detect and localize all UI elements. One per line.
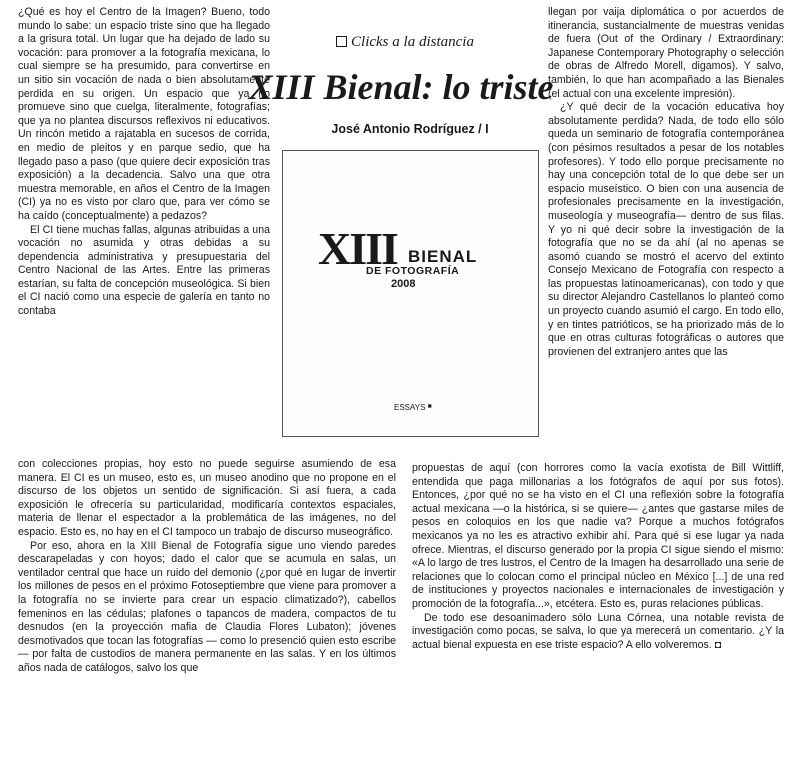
- article-title: XIII Bienal: lo triste: [248, 67, 554, 107]
- byline: José Antonio Rodríguez / I: [331, 122, 489, 136]
- paragraph: ¿Qué es hoy el Centro de la Imagen? Bueno, todo mundo lo sabe: un espacio triste sino que ha llegado a la grisura total. Un lugar que ha dejado de lado su vocación: para promover a la fotografía mexicana, lo cual siempre se ha presumido, para convertirse en un sitio sin vocación de nada o bien absolutamente perdida en su origen. Un espacio que ya no promueve sino que cuelga, literalmente, fotografías; que ya no plantea discursos reflexivos ni educativos. Un rincón metido a rajatabla en sucesos de corrida, en medio de pleitos y en parque sedio, que ha llegado paso a paso (que quiere decir exposición tras exposición) a la decadencia. Salvo una que otra muestra memorable, en años el Centro de la Imagen (CI) ya no es visto por claro que, para ver cómo se ha caído (conceptualmente) a pedazos?: [18, 6, 270, 222]
- column-bottom-right: [412, 462, 784, 758]
- paragraph: De todo ese desoanimadero sólo Luna Córnea, una notable revista de investigación como pocas, se salva, lo que ya merecerá un comentario. ¿Y la actual bienal expuesta en ese triste espacio? A ello volveremos. ◘: [412, 611, 784, 651]
- logo-mark: [394, 398, 432, 413]
- logo-mark-icon: ▪: [427, 398, 433, 413]
- paragraph: ¿Y qué decir de la vocación educativa hoy absolutamente perdida? Nada, de todo ello sólo queda un seminario de fotografía contemporánea (con pésimos resultados a pesar de los notables profesores). Y todo ello porque precisamente no hay una concepción total de lo que debe ser un espacio museístico. O bien con una ausencia de profesionales precisamente en la investigación, museología y museografía— dentro de sus filas. Y yo ni qué decir sobre la investigación de la fotografía que no se da ahí (al no apenas se asomó cuando se mostró el acervo del extinto Consejo Mexicano de Fotografía con respecto a las propuestas latinoamericanas), con todo y que su director Alejandro Castellanos lo planteó como un proyecto cuando asumió el cargo. En todo ello, y en tintes patrióticos, se ha priorizado más de lo que en otras culturas fotográficas o autores que provienen del extranjero antes que las: [548, 101, 784, 358]
- paragraph: llegan por vaija diplomática o por acuerdos de itinerancia, sustancialmente de muestras venidas de fuera (Out of the Ordinary / Extraordinary: Japanese Contemporary Photography o selección de obras de Alfredo Morell, digamos). Y salvo, también, lo que han acompañado a las Bienales (el actual con una excelente impresión).: [548, 6, 784, 100]
- logo-word: BIENAL: [408, 247, 478, 266]
- paragraph: propuestas de aquí (con horrores como la vacía exotista de Bill Wittliff, entendida que paga millonarias a los fotógrafos de aquí por sus fotos). Entonces, ¿por qué no se ha visto en el CI una reflexión sobre la fotografía actual mexicana —o la histórica, si se quiere— ¿antes que gastarse miles de pesos en coloquios en los que nadie va? Porque a muchos fotógrafos mexicanos ya no les es atractivo exhibir ahí. Para qué si ese lugar ya nada ofrece. Mientras, el discurso generado por la propia CI sigue siendo el mismo: «A lo largo de tres lustros, el Centro de la Imagen ha desarrollado una serie de relaciones que lo colocan como el principal núcleo en México [...] de una red de instituciones y proyectos nacionales e internacionales de investigación y promoción de la fotografía...», etcétera. Esto es, puras relaciones públicas.: [412, 462, 784, 610]
- column-bottom-left: [18, 458, 396, 758]
- paragraph: con colecciones propias, hoy esto no puede seguirse asumiendo de esa manera. El CI es un museo, esto es, un museo anodino que no propone en el discurso de los objetos un sentido de significación. Si así fuera, a cada exposición le ofrecería su particularidad, modificaría contextos espaciales, materia de llenar el espectador a la problemática de las imágenes, no del espacio. Esto es, no hay en el CI tampoco un trabajo de discurso museográfico.: [18, 458, 396, 538]
- section-label: [300, 34, 510, 51]
- logo-numeral: XIII: [318, 223, 397, 274]
- section-text: Clicks a la distancia: [351, 34, 474, 50]
- bienal-logo-image: [282, 150, 539, 437]
- logo-mark-text: ESSAYS: [394, 403, 426, 412]
- paragraph: Por eso, ahora en la XIII Bienal de Fotografía sigue uno viendo paredes descarapeladas y con hoyos; dado el calor que se acumula en salas, un ventilador central que hace un ruido del demonio (¿por qué en lugar de invertir los millones de pesos en el próximo Fotoseptiembre que viene para promover a la fotografía no se invierte para crear un espacio climatizado?), cabellos femeninos en las cédulas; plafones o tapancos de madera, compactos de tu desnudos (en la proyección mafia de Claudia Flores Lubaton); jóvenes desmotivados que tocan las fotografías — como lo presenció quien esto escribe — por falta de custodios de manera permanente en las salas. Y en los últimos años nada de catálogos, salvo los que: [18, 539, 396, 674]
- paragraph: El CI tiene muchas fallas, algunas atribuidas a una vocación no asumida y otras debidas a su dependencia administrativa y presupuestaria del Centro Nacional de las Artes. Entre las primeras estarían, su falta de concepción museológica. Si bien el CI nació como una especie de galería en tanto no contaba: [18, 223, 270, 318]
- logo-subtitle: DE FOTOGRAFÍA: [366, 265, 460, 277]
- column-right: [548, 6, 784, 458]
- square-bullet-icon: [336, 36, 347, 47]
- logo-year: 2008: [391, 278, 416, 290]
- column-left: [18, 6, 270, 454]
